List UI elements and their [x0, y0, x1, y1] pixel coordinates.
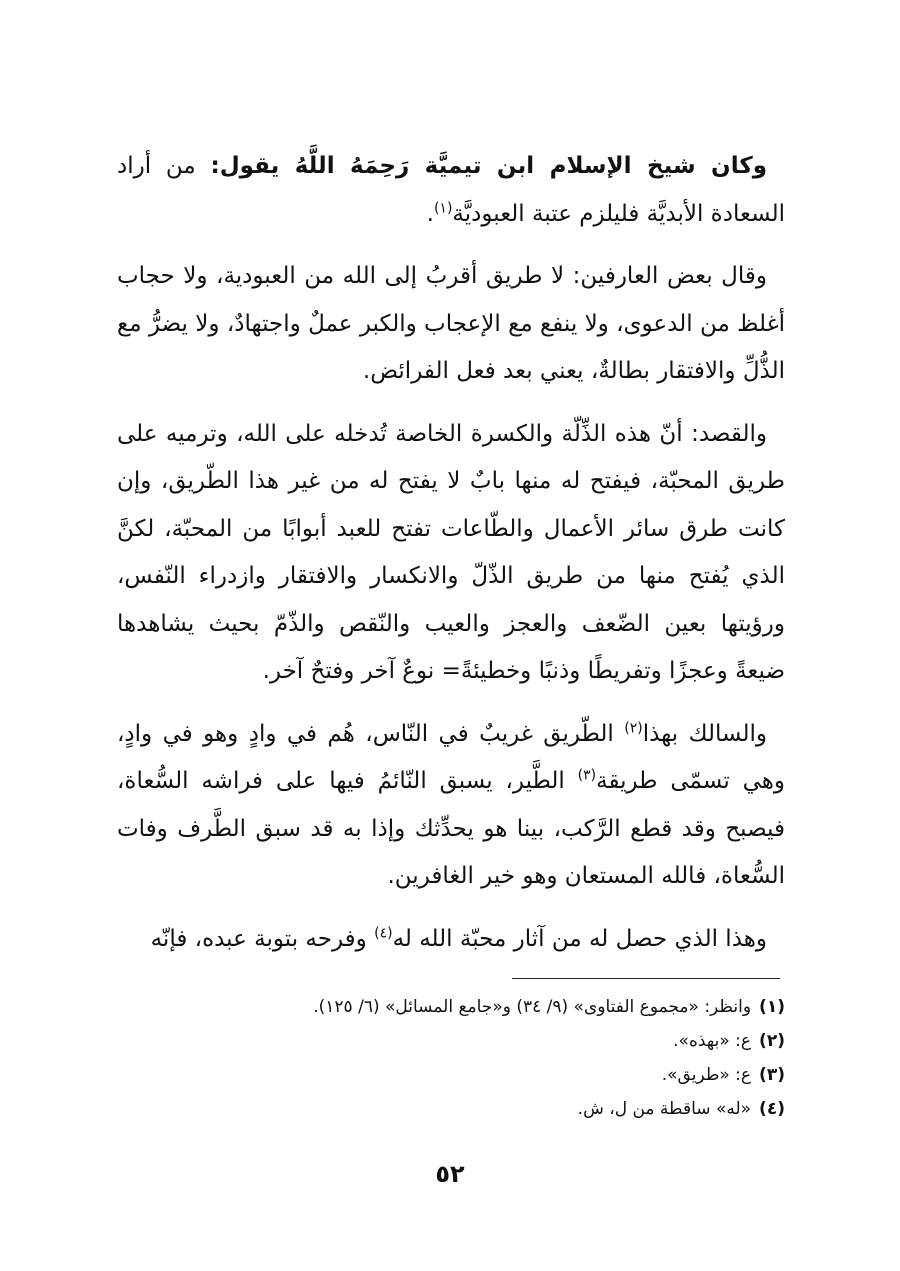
footnote-3: [117, 1058, 785, 1092]
paragraph-4: [117, 711, 785, 901]
footnote-ref-1: (١): [433, 199, 453, 216]
footnotes: [117, 990, 785, 1126]
footnote-4: [117, 1092, 785, 1126]
footnote-ref-4: (٤): [374, 924, 393, 941]
paragraph-2: وقال بعض العارفين: لا طريق أقربُ إلى الله من العبودية، ولا حجاب أغلظ من الدعوى، ولا ينفع مع الإعجاب والكبر عملٌ واجتهادٌ، ولا يضرُّ مع الذُّلِّ والافتقار بطالةٌ، يعني بعد فعل الفرائض.: [117, 263, 785, 384]
paragraph-4-part-b: الطّريق غريبٌ في النّاس، هُم في وادٍ وهو في وادٍ، وهي تسمّى طريقة: [117, 720, 785, 794]
footnote-divider: [512, 978, 780, 979]
main-text: [117, 143, 785, 963]
paragraph-1-rest: من أراد السعادة الأبديَّة فليلزم عتبة العبوديَّة: [117, 153, 785, 227]
footnote-ref-3: (٣): [577, 767, 597, 784]
footnote-3-number: (٣): [759, 1065, 785, 1085]
footnote-2-number: (٢): [759, 1031, 785, 1051]
paragraph-4-part-a: والسالك بهذا: [642, 720, 767, 747]
paragraph-5: [117, 916, 785, 964]
footnote-2-text: ع: «بهذه».: [673, 1031, 752, 1051]
footnote-1-number: (١): [759, 997, 785, 1017]
paragraph-4-part-c: الطَّير، يسبق النّائمُ فيها على فراشه السُّعاة، فيصبح وقد قطع الرَّكب، بينا هو يحدِّثك وإذا به قد سبق الطَّرف وفات السُّعاة، فالله المستعان وهو خير الغافرين.: [117, 768, 785, 889]
paragraph-5-part-b: وفرحه بتوبة عبده، فإنّه: [150, 925, 375, 952]
footnote-4-text: «له» ساقطة من ل، ش.: [577, 1099, 752, 1119]
footnote-1-text: وانظر: «مجموع الفتاوى» (٩/ ٣٤) و«جامع المسائل» (٦/ ١٢٥).: [313, 997, 752, 1017]
paragraph-1: [117, 143, 785, 238]
paragraph-3: والقصد: أنّ هذه الذِّلّة والكسرة الخاصة تُدخله على الله، وترميه على طريق المحبّة، فيفتح له منها بابٌ لا يفتح له من غير هذا الطّريق، وإن كانت طرق سائر الأعمال والطّاعات تفتح للعبد أبوابًا من المحبّة، لكنَّ الذي يُفتح منها من طريق الذّلّ والانكسار والافتقار وازدراء النّفس، ورؤيتها بعين الضّعف والعجز والعيب والنّقص والذّمّ بحيث يشاهدها ضيعةً وعجزًا وتفريطًا وذنبًا وخطيئةً= نوعٌ آخر وفتحٌ آخر.: [117, 420, 785, 684]
footnote-1: [117, 990, 785, 1024]
footnote-4-number: (٤): [759, 1099, 785, 1119]
footnote-3-text: ع: «طريق».: [661, 1065, 752, 1085]
paragraph-1-lead: وكان شيخ الإسلام ابن تيميَّة رَحِمَهُ اللَّهُ يقول:: [210, 153, 767, 179]
footnote-ref-2: (٢): [624, 719, 643, 736]
paragraph-5-part-a: وهذا الذي حصل له من آثار محبّة الله له: [392, 925, 767, 952]
paragraph-1-end: .: [426, 200, 434, 227]
footnote-2: [117, 1024, 785, 1058]
page-number: ٥٢: [435, 1160, 465, 1188]
